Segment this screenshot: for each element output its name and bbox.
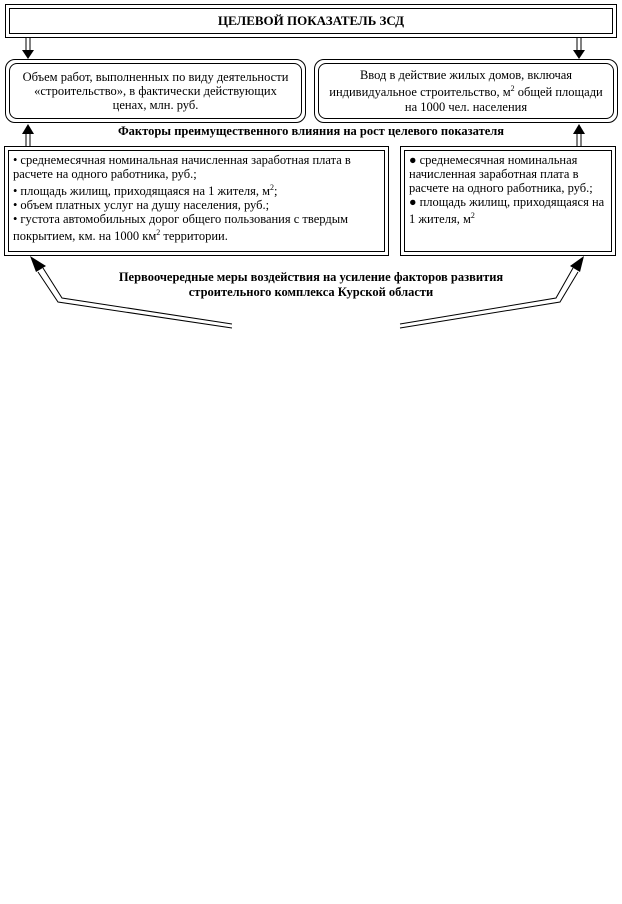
indicator-construction-volume-box: [5, 59, 306, 123]
target-indicator-box: [5, 4, 617, 38]
factors-left-box: [4, 146, 389, 256]
factor-left-item-3: • объем платных услуг на душу населения, руб.;: [13, 198, 270, 213]
factor-left-item-2: • площадь жилищ, приходящаяся на 1 жителя, $м^2$;: [13, 183, 278, 199]
indicator-housing-commissioning-text: [318, 63, 614, 119]
factors-right-box: [400, 146, 616, 256]
target-indicator-title: ЦЕЛЕВОЙ ПОКАЗАТЕЛЬ ЗСД: [9, 8, 613, 34]
factors-heading: Факторы преимущественного влияния на рост целевого показателя: [117, 124, 505, 138]
bullet-icon: •: [13, 198, 18, 213]
indicator-housing-text-a: Ввод в действие жилых домов, включая индивидуальное строительство, м: [329, 68, 573, 100]
factor-left-item-4: • густота автомобильных дорог общего пользования с твердым покрытием, км. на 1000 $км^2$ территории.: [13, 212, 349, 244]
measures-heading-line-1: Первоочередные меры воздействия на усиление факторов развития: [118, 270, 504, 284]
arrow-top-to-left: [22, 38, 34, 59]
indicator-housing-commissioning-box: [314, 59, 618, 123]
factor-left-item-1: • среднемесячная номинальная начисленная заработная плата в расчете на одного работника, руб.;: [13, 153, 351, 181]
bullet-icon: •: [13, 212, 18, 227]
bullet-icon: ●: [409, 153, 417, 167]
indicator-construction-volume-text: Объем работ, выполненных по виду деятельности «строительство», в фактически действующих ценах, млн. руб.: [9, 63, 302, 119]
arrow-top-to-right: [573, 38, 585, 59]
factor-right-item-1: ● среднемесячная номинальная начисленная заработная плата в расчете на одного работника, руб.;: [409, 153, 593, 195]
bullet-icon: ●: [409, 195, 417, 209]
measures-heading: [0, 270, 622, 300]
indicator-housing-text-b: общей площади на 1000 чел. населения: [404, 85, 603, 114]
indicator-housing-sup: 2: [510, 84, 515, 94]
factor-right-item-2: ● площадь жилищ, приходящаяся на 1 жителя, $м^2$: [409, 195, 605, 227]
bullet-icon: •: [13, 153, 18, 167]
measures-heading-line-2: строительного комплекса Курской области: [188, 285, 434, 299]
bullet-icon: •: [13, 184, 18, 199]
